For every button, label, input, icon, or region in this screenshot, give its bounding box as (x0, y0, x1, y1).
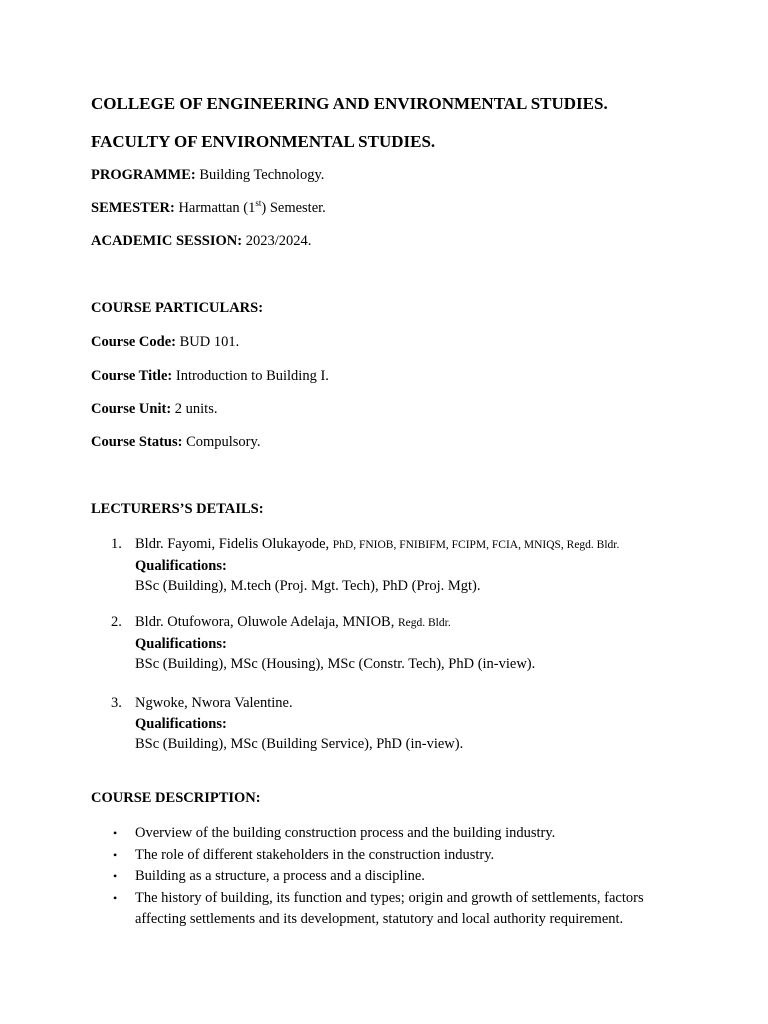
lecturer-name-line (135, 612, 691, 634)
session-line (91, 233, 311, 250)
course-status-value: Compulsory. (186, 434, 261, 450)
lecturers-heading: LECTURERS’S DETAILS: (91, 501, 264, 517)
lecturer-name-line (135, 534, 691, 556)
college-heading: COLLEGE OF ENGINEERING AND ENVIRONMENTAL STUDIES. (91, 94, 608, 113)
course-code-label: Course Code: (91, 334, 176, 350)
list-item-text: Building as a structure, a process and a discipline. (135, 868, 425, 884)
faculty-heading: FACULTY OF ENVIRONMENTAL STUDIES. (91, 132, 436, 151)
course-unit-value: 2 units. (174, 401, 218, 417)
semester-label: SEMESTER: (91, 200, 175, 216)
qualifications-label: Qualifications: (135, 635, 227, 652)
lecturer-titles: Regd. Bldr. (397, 617, 451, 629)
bullet-icon: • (113, 847, 118, 862)
lecturer-item (91, 693, 691, 755)
list-item-text: The history of building, its function and types; origin and growth of settlements, factors affecting settlements and its development, statutory and local authority requirement. (135, 889, 644, 927)
lecturer-titles: PhD, FNIOB, FNIBIFM, FCIPM, FCIA, MNIQS, Regd. Bldr. (332, 539, 620, 551)
lecturer-name: Ngwoke, Nwora Valentine. (135, 695, 293, 711)
list-item (91, 823, 691, 845)
semester-value-pre: Harmattan (1 (178, 200, 256, 216)
list-item-text: The role of different stakeholders in the construction industry. (135, 846, 495, 863)
qualifications-label: Qualifications: (135, 715, 227, 732)
list-item (91, 888, 691, 931)
bullet-icon: • (113, 890, 118, 905)
list-item-text: Overview of the building construction process and the building industry. (135, 825, 556, 841)
course-description-list (91, 823, 691, 931)
lecturer-name-line (135, 693, 691, 714)
course-unit-line (91, 401, 217, 418)
course-code-line (91, 334, 239, 351)
programme-value: Building Technology. (199, 167, 325, 183)
course-title-label: Course Title: (91, 368, 173, 384)
lecturer-qualifications: BSc (Building), MSc (Housing), MSc (Constr. Tech), PhD (in-view). (135, 656, 536, 672)
course-description-heading: COURSE DESCRIPTION: (91, 790, 261, 806)
course-title-line (91, 368, 329, 385)
lecturer-number: 1. (111, 536, 122, 552)
programme-line (91, 167, 324, 184)
lecturer-name: Bldr. Fayomi, Fidelis Olukayode, (135, 536, 330, 552)
lecturer-item (91, 534, 691, 597)
course-status-label: Course Status: (91, 434, 183, 450)
list-item (91, 866, 691, 888)
lecturer-number: 2. (111, 614, 122, 630)
semester-value-post: ) Semester. (261, 200, 326, 216)
programme-label: PROGRAMME: (91, 167, 196, 183)
lecturer-item (91, 612, 691, 675)
qualifications-label: Qualifications: (135, 557, 227, 574)
course-code-value: BUD 101. (179, 334, 240, 350)
semester-line (91, 200, 326, 217)
course-status-line (91, 434, 260, 451)
course-title-value: Introduction to Building I. (175, 368, 329, 384)
lecturer-qualifications: BSc (Building), M.tech (Proj. Mgt. Tech), PhD (Proj. Mgt). (135, 578, 481, 594)
semester-value-sup: st (255, 198, 262, 209)
course-unit-label: Course Unit: (91, 401, 172, 417)
session-label: ACADEMIC SESSION: (91, 233, 243, 249)
lecturer-number: 3. (111, 695, 122, 711)
bullet-icon: • (113, 826, 118, 840)
course-particulars-heading: COURSE PARTICULARS: (91, 300, 264, 316)
lecturer-name: Bldr. Otufowora, Oluwole Adelaja, MNIOB, (135, 614, 395, 630)
lecturer-qualifications: BSc (Building), MSc (Building Service), PhD (in-view). (135, 736, 464, 752)
list-item (91, 845, 691, 867)
bullet-icon: • (113, 869, 118, 883)
session-value: 2023/2024. (245, 233, 312, 249)
